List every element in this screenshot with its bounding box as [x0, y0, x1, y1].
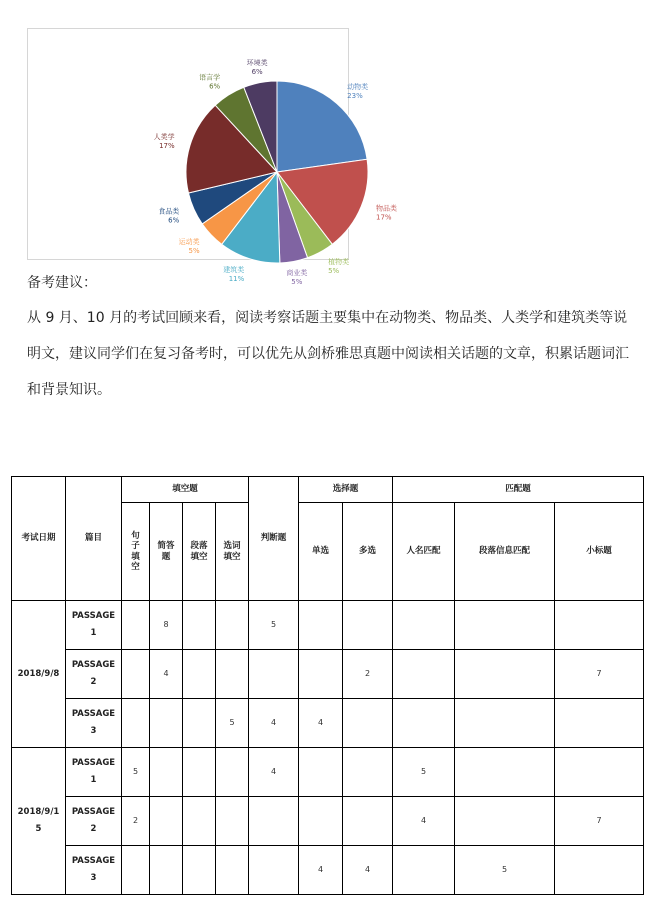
count-cell: [249, 846, 299, 895]
passage-label-line: 1: [90, 775, 97, 785]
header-multi-choice: 多选: [343, 503, 393, 601]
count-cell: [183, 846, 216, 895]
count-cell: 4: [150, 650, 183, 699]
passage-cell: [66, 601, 122, 650]
slice-category-label: 食品类: [158, 207, 180, 216]
count-cell: 5: [249, 601, 299, 650]
passage-label-line: 2: [90, 824, 97, 834]
count-cell: [299, 601, 343, 650]
table-row: [12, 748, 644, 797]
header-para-info-match: 段落信息匹配: [455, 503, 555, 601]
count-cell: [455, 601, 555, 650]
count-cell: [183, 601, 216, 650]
table-row: [12, 601, 644, 650]
table-row: [12, 650, 644, 699]
count-cell: [122, 650, 150, 699]
header-choice-group: 选择题: [299, 477, 393, 503]
count-cell: [183, 797, 216, 846]
header-heading-match: 小标题: [555, 503, 644, 601]
count-cell: [455, 699, 555, 748]
slice-category-label: 商业类: [286, 269, 308, 278]
count-cell: [555, 601, 644, 650]
slice-percent-label: 17%: [159, 141, 175, 150]
header-single-choice: 单选: [299, 503, 343, 601]
passage-label-line: 3: [90, 726, 97, 736]
slice-category-label: 建筑类: [223, 265, 245, 274]
passage-label-line: PASSAGE: [71, 611, 116, 621]
header-line: 子: [131, 541, 140, 552]
header-line: 填空: [190, 551, 208, 562]
count-cell: [343, 699, 393, 748]
count-cell: [216, 846, 249, 895]
count-cell: [216, 601, 249, 650]
header-line: 题: [161, 551, 171, 562]
header-short-answer: [150, 503, 183, 601]
count-cell: [455, 748, 555, 797]
table-row: [12, 699, 644, 748]
count-cell: 5: [455, 846, 555, 895]
count-cell: [150, 699, 183, 748]
count-cell: [455, 797, 555, 846]
table-row: [12, 797, 644, 846]
count-cell: [393, 699, 455, 748]
header-line: 填: [131, 551, 140, 562]
count-cell: [299, 797, 343, 846]
passage-label-line: PASSAGE: [71, 709, 116, 719]
count-cell: 4: [343, 846, 393, 895]
count-cell: 4: [393, 797, 455, 846]
header-fill-group: 填空题: [122, 477, 249, 503]
advice-heading: 备考建议：: [27, 275, 97, 291]
passage-cell: [66, 797, 122, 846]
slice-category-label: 植物类: [328, 258, 350, 267]
advice-paragraph: 从 9 月、10 月的考试回顾来看，阅读考察话题主要集中在动物类、物品类、人类学和建筑类等说明文，建议同学们在复习备考时，可以优先从剑桥雅思真题中阅读相关话题的文章，积累话题词汇和背景知识。: [27, 310, 629, 398]
count-cell: 5: [216, 699, 249, 748]
passage-cell: [66, 846, 122, 895]
count-cell: 5: [122, 748, 150, 797]
count-cell: 4: [249, 748, 299, 797]
passage-label-line: PASSAGE: [71, 856, 116, 866]
count-cell: [216, 650, 249, 699]
count-cell: 2: [343, 650, 393, 699]
slice-percent-label: 5%: [291, 278, 303, 287]
count-cell: [299, 748, 343, 797]
slice-percent-label: 6%: [168, 216, 180, 225]
slice-percent-label: 5%: [328, 267, 340, 276]
count-cell: [343, 601, 393, 650]
count-cell: [393, 601, 455, 650]
slice-category-label: 动物类: [347, 83, 369, 92]
header-match-group: 匹配题: [393, 477, 644, 503]
slice-percent-label: 23%: [347, 92, 363, 101]
slice-category-label: 运动类: [178, 237, 200, 246]
table-row: [12, 846, 644, 895]
slice-category-label: 人类学: [153, 132, 175, 141]
passage-cell: [66, 699, 122, 748]
header-name-match: 人名匹配: [393, 503, 455, 601]
slice-percent-label: 6%: [251, 67, 263, 76]
header-paragraph-fill: [183, 503, 216, 601]
exam-date-cell: 2018/9/8: [12, 601, 66, 748]
count-cell: [183, 650, 216, 699]
header-exam-date: 考试日期: [12, 477, 66, 601]
header-word-fill: [216, 503, 249, 601]
passage-cell: [66, 650, 122, 699]
count-cell: [122, 846, 150, 895]
count-cell: [183, 699, 216, 748]
header-line: 选词: [223, 541, 241, 552]
header-passage: 篇目: [66, 477, 122, 601]
count-cell: [216, 748, 249, 797]
count-cell: [393, 650, 455, 699]
count-cell: 5: [393, 748, 455, 797]
slice-category-label: 环境类: [246, 58, 268, 67]
count-cell: [122, 699, 150, 748]
header-tfng: 判断题: [249, 477, 299, 601]
count-cell: [122, 601, 150, 650]
passage-label-line: 3: [90, 873, 97, 883]
slice-percent-label: 5%: [188, 246, 200, 255]
exam-date-line: 5: [35, 824, 42, 834]
count-cell: [150, 846, 183, 895]
header-line: 段落: [190, 541, 208, 552]
header-row-1: [12, 477, 644, 503]
count-cell: 8: [150, 601, 183, 650]
count-cell: [555, 748, 644, 797]
exam-date-line: 2018/9/1: [17, 807, 60, 817]
header-line: 句: [131, 531, 140, 542]
passage-label-line: PASSAGE: [71, 660, 116, 670]
count-cell: [555, 846, 644, 895]
slice-percent-label: 11%: [228, 274, 245, 283]
count-cell: 4: [249, 699, 299, 748]
passage-label-line: 2: [90, 677, 97, 687]
count-cell: [343, 797, 393, 846]
passage-label-line: PASSAGE: [71, 807, 116, 817]
slice-category-label: 物品类: [376, 204, 398, 213]
header-sentence-fill: [122, 503, 150, 601]
header-line: 填空: [223, 551, 241, 562]
header-line: 简答: [157, 541, 175, 552]
passage-cell: [66, 748, 122, 797]
slice-percent-label: 6%: [209, 82, 221, 91]
count-cell: [150, 797, 183, 846]
exam-question-type-table: [11, 476, 644, 895]
exam-table-body: [12, 601, 644, 895]
count-cell: 4: [299, 846, 343, 895]
slice-category-label: 语言学: [199, 73, 221, 82]
passage-label-line: PASSAGE: [71, 758, 116, 768]
count-cell: [299, 650, 343, 699]
count-cell: 2: [122, 797, 150, 846]
count-cell: [216, 797, 249, 846]
passage-label-line: 1: [90, 628, 97, 638]
count-cell: [249, 650, 299, 699]
count-cell: [150, 748, 183, 797]
slice-percent-label: 17%: [376, 213, 392, 222]
count-cell: 4: [299, 699, 343, 748]
header-line: 空: [131, 561, 140, 572]
count-cell: [455, 650, 555, 699]
count-cell: [183, 748, 216, 797]
count-cell: [555, 699, 644, 748]
count-cell: 7: [555, 797, 644, 846]
count-cell: [393, 846, 455, 895]
count-cell: 7: [555, 650, 644, 699]
count-cell: [249, 797, 299, 846]
exam-date-cell: [12, 748, 66, 895]
count-cell: [343, 748, 393, 797]
